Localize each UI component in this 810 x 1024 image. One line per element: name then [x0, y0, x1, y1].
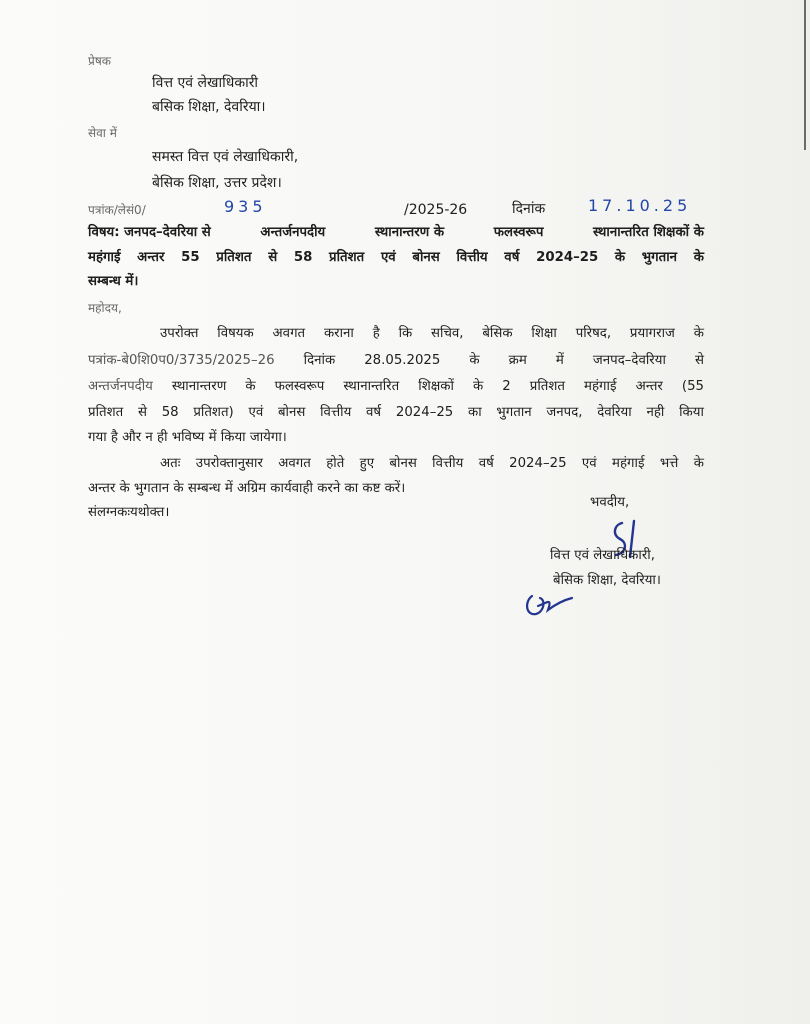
- body-p1-line-3: [88, 378, 704, 396]
- body-word: विषयक: [217, 326, 254, 341]
- subject-word: अन्तर: [137, 250, 165, 265]
- subject-word: महंगाई: [88, 250, 121, 265]
- closing-designation: वित्त एवं लेखाधिकारी,: [550, 548, 655, 563]
- body-word: वर्ष: [478, 456, 494, 471]
- body-p1-line-4: [88, 404, 704, 422]
- body-word: जनपद,: [546, 405, 583, 420]
- body-word: 28.05.2025: [364, 353, 441, 368]
- subject-word: के: [614, 250, 626, 265]
- sender-office: बसिक शिक्षा, देवरिया।: [152, 99, 266, 115]
- body-word: फलस्वरूप: [274, 379, 325, 394]
- body-word: महंगाई: [584, 379, 617, 394]
- sender-designation: वित्त एवं लेखाधिकारी: [152, 75, 259, 91]
- patrank-label: पत्रांक/लेसं0/: [88, 203, 146, 217]
- page-edge-shadow: [804, 0, 806, 150]
- subject-line-2: [88, 249, 704, 267]
- date-label: दिनांक: [512, 201, 546, 217]
- body-word: वर्ष: [366, 405, 382, 420]
- body-word: के: [469, 353, 480, 368]
- handwritten-initial: [522, 588, 582, 622]
- body-word: से: [137, 405, 147, 420]
- recipient-designation: समस्त वित्त एवं लेखाधिकारी,: [152, 149, 299, 165]
- body-word: शिक्षकों: [418, 379, 454, 394]
- subject-line-3: सम्बन्ध में।: [88, 274, 139, 289]
- subject-word: से: [268, 250, 278, 265]
- body-word: के: [693, 326, 704, 341]
- body-word: 2024–25: [395, 405, 454, 420]
- date-handwritten: 17.10.25: [588, 196, 692, 215]
- body-word: से: [694, 353, 704, 368]
- subject-word: वित्तीय: [456, 250, 488, 265]
- body-word: बोनस: [389, 456, 417, 471]
- body-p1-line-2: [88, 352, 704, 370]
- body-word: स्थानान्तरित: [343, 379, 400, 394]
- subject-word: 55: [181, 250, 200, 265]
- body-word: प्रतिशत: [88, 405, 124, 420]
- subject-word: भुगतान: [641, 250, 678, 265]
- body-word: किया: [679, 405, 704, 420]
- body-word: पत्रांक-बे0शि0प0/3735/2025–26: [88, 353, 275, 368]
- body-word: शिक्षा: [531, 326, 557, 341]
- body-word: बेसिक: [482, 326, 513, 341]
- body-word: होते: [326, 456, 345, 471]
- subject-word: एवं: [380, 250, 396, 265]
- body-word: अवगत: [278, 456, 311, 471]
- body-word: प्रयागराज: [629, 326, 675, 341]
- body-word: अवगत: [272, 326, 306, 341]
- subject-word: वर्ष: [504, 250, 520, 265]
- subject-word: के: [693, 250, 704, 265]
- patrank-number-handwritten: 935: [224, 197, 267, 216]
- body-word: प्रतिशत: [529, 379, 565, 394]
- body-word: कि: [398, 326, 413, 341]
- body-word: सचिव,: [431, 326, 464, 341]
- body-p2-line-2: अन्तर के भुगतान के सम्बन्ध में अग्रिम कार्यवाही करने का कष्ट करें।: [88, 481, 406, 496]
- body-word: के: [472, 379, 484, 394]
- body-word: स्थानान्तरण: [171, 379, 227, 394]
- body-word: प्रतिशत): [193, 405, 234, 420]
- recipient-label: सेवा में: [88, 126, 117, 140]
- sender-label: प्रेषक: [88, 54, 111, 68]
- subject-word: 58: [293, 250, 313, 265]
- closing-yours: भवदीय,: [590, 495, 630, 510]
- subject-word: प्रतिशत: [216, 250, 252, 265]
- enclosure-note: संलग्नकःयथोक्त।: [88, 505, 170, 520]
- body-word: का: [468, 405, 482, 420]
- subject-word: फलस्वरूप: [493, 225, 544, 240]
- body-word: के: [693, 456, 704, 471]
- body-word: बोनस: [277, 405, 306, 420]
- body-p1-line-5: गया है और न ही भविष्य में किया जायेगा।: [88, 430, 287, 445]
- body-word: वित्तीय: [432, 456, 464, 471]
- body-word: हुए: [359, 456, 375, 471]
- subject-word: विषय: जनपद–देवरिया से: [88, 225, 211, 240]
- body-word: क्रम: [508, 353, 527, 368]
- body-word: महंगाई: [612, 456, 645, 471]
- body-word: 58: [161, 405, 179, 420]
- reference-year: /2025-26: [404, 202, 468, 218]
- subject-line-1: [88, 224, 704, 242]
- body-word: वित्तीय: [320, 405, 352, 420]
- body-word: भुगतान: [496, 405, 532, 420]
- body-word: अतः: [160, 456, 181, 471]
- body-word: देवरिया: [597, 405, 632, 420]
- body-word: के: [245, 379, 256, 394]
- body-word: कराना: [323, 326, 354, 341]
- body-word: अन्तर: [635, 379, 663, 394]
- closing-office: बेसिक शिक्षा, देवरिया।: [553, 573, 661, 588]
- body-word: एवं: [581, 456, 597, 471]
- body-word: एवं: [248, 405, 264, 420]
- subject-word: 2024–25: [536, 250, 599, 265]
- body-word: है: [372, 326, 380, 341]
- subject-word: प्रतिशत: [329, 250, 365, 265]
- subject-word: अन्तर्जनपदीय: [260, 225, 326, 240]
- body-word: नही: [646, 405, 665, 420]
- salutation: महोदय,: [88, 301, 122, 315]
- body-word: दिनांक: [303, 353, 336, 368]
- body-word: परिषद,: [575, 326, 612, 341]
- recipient-office: बेसिक शिक्षा, उत्तर प्रदेश।: [152, 175, 282, 191]
- body-word: उपरोक्तानुसार: [195, 456, 263, 471]
- body-word: जनपद–देवरिया: [592, 353, 666, 368]
- body-p2-line-1: [160, 455, 704, 473]
- subject-word: स्थानान्तरण के: [374, 225, 445, 240]
- body-p1-line-1: [160, 325, 704, 343]
- body-word: 2: [502, 379, 511, 394]
- body-word: में: [555, 353, 564, 368]
- subject-word: स्थानान्तरित शिक्षकों के: [593, 225, 704, 240]
- body-word: 2024–25: [509, 456, 567, 471]
- body-word: (55: [681, 379, 704, 394]
- body-word: भत्ते: [659, 456, 679, 471]
- subject-word: बोनस: [412, 250, 440, 265]
- body-word: उपरोक्त: [160, 326, 199, 341]
- body-word: अन्तर्जनपदीय: [88, 379, 153, 394]
